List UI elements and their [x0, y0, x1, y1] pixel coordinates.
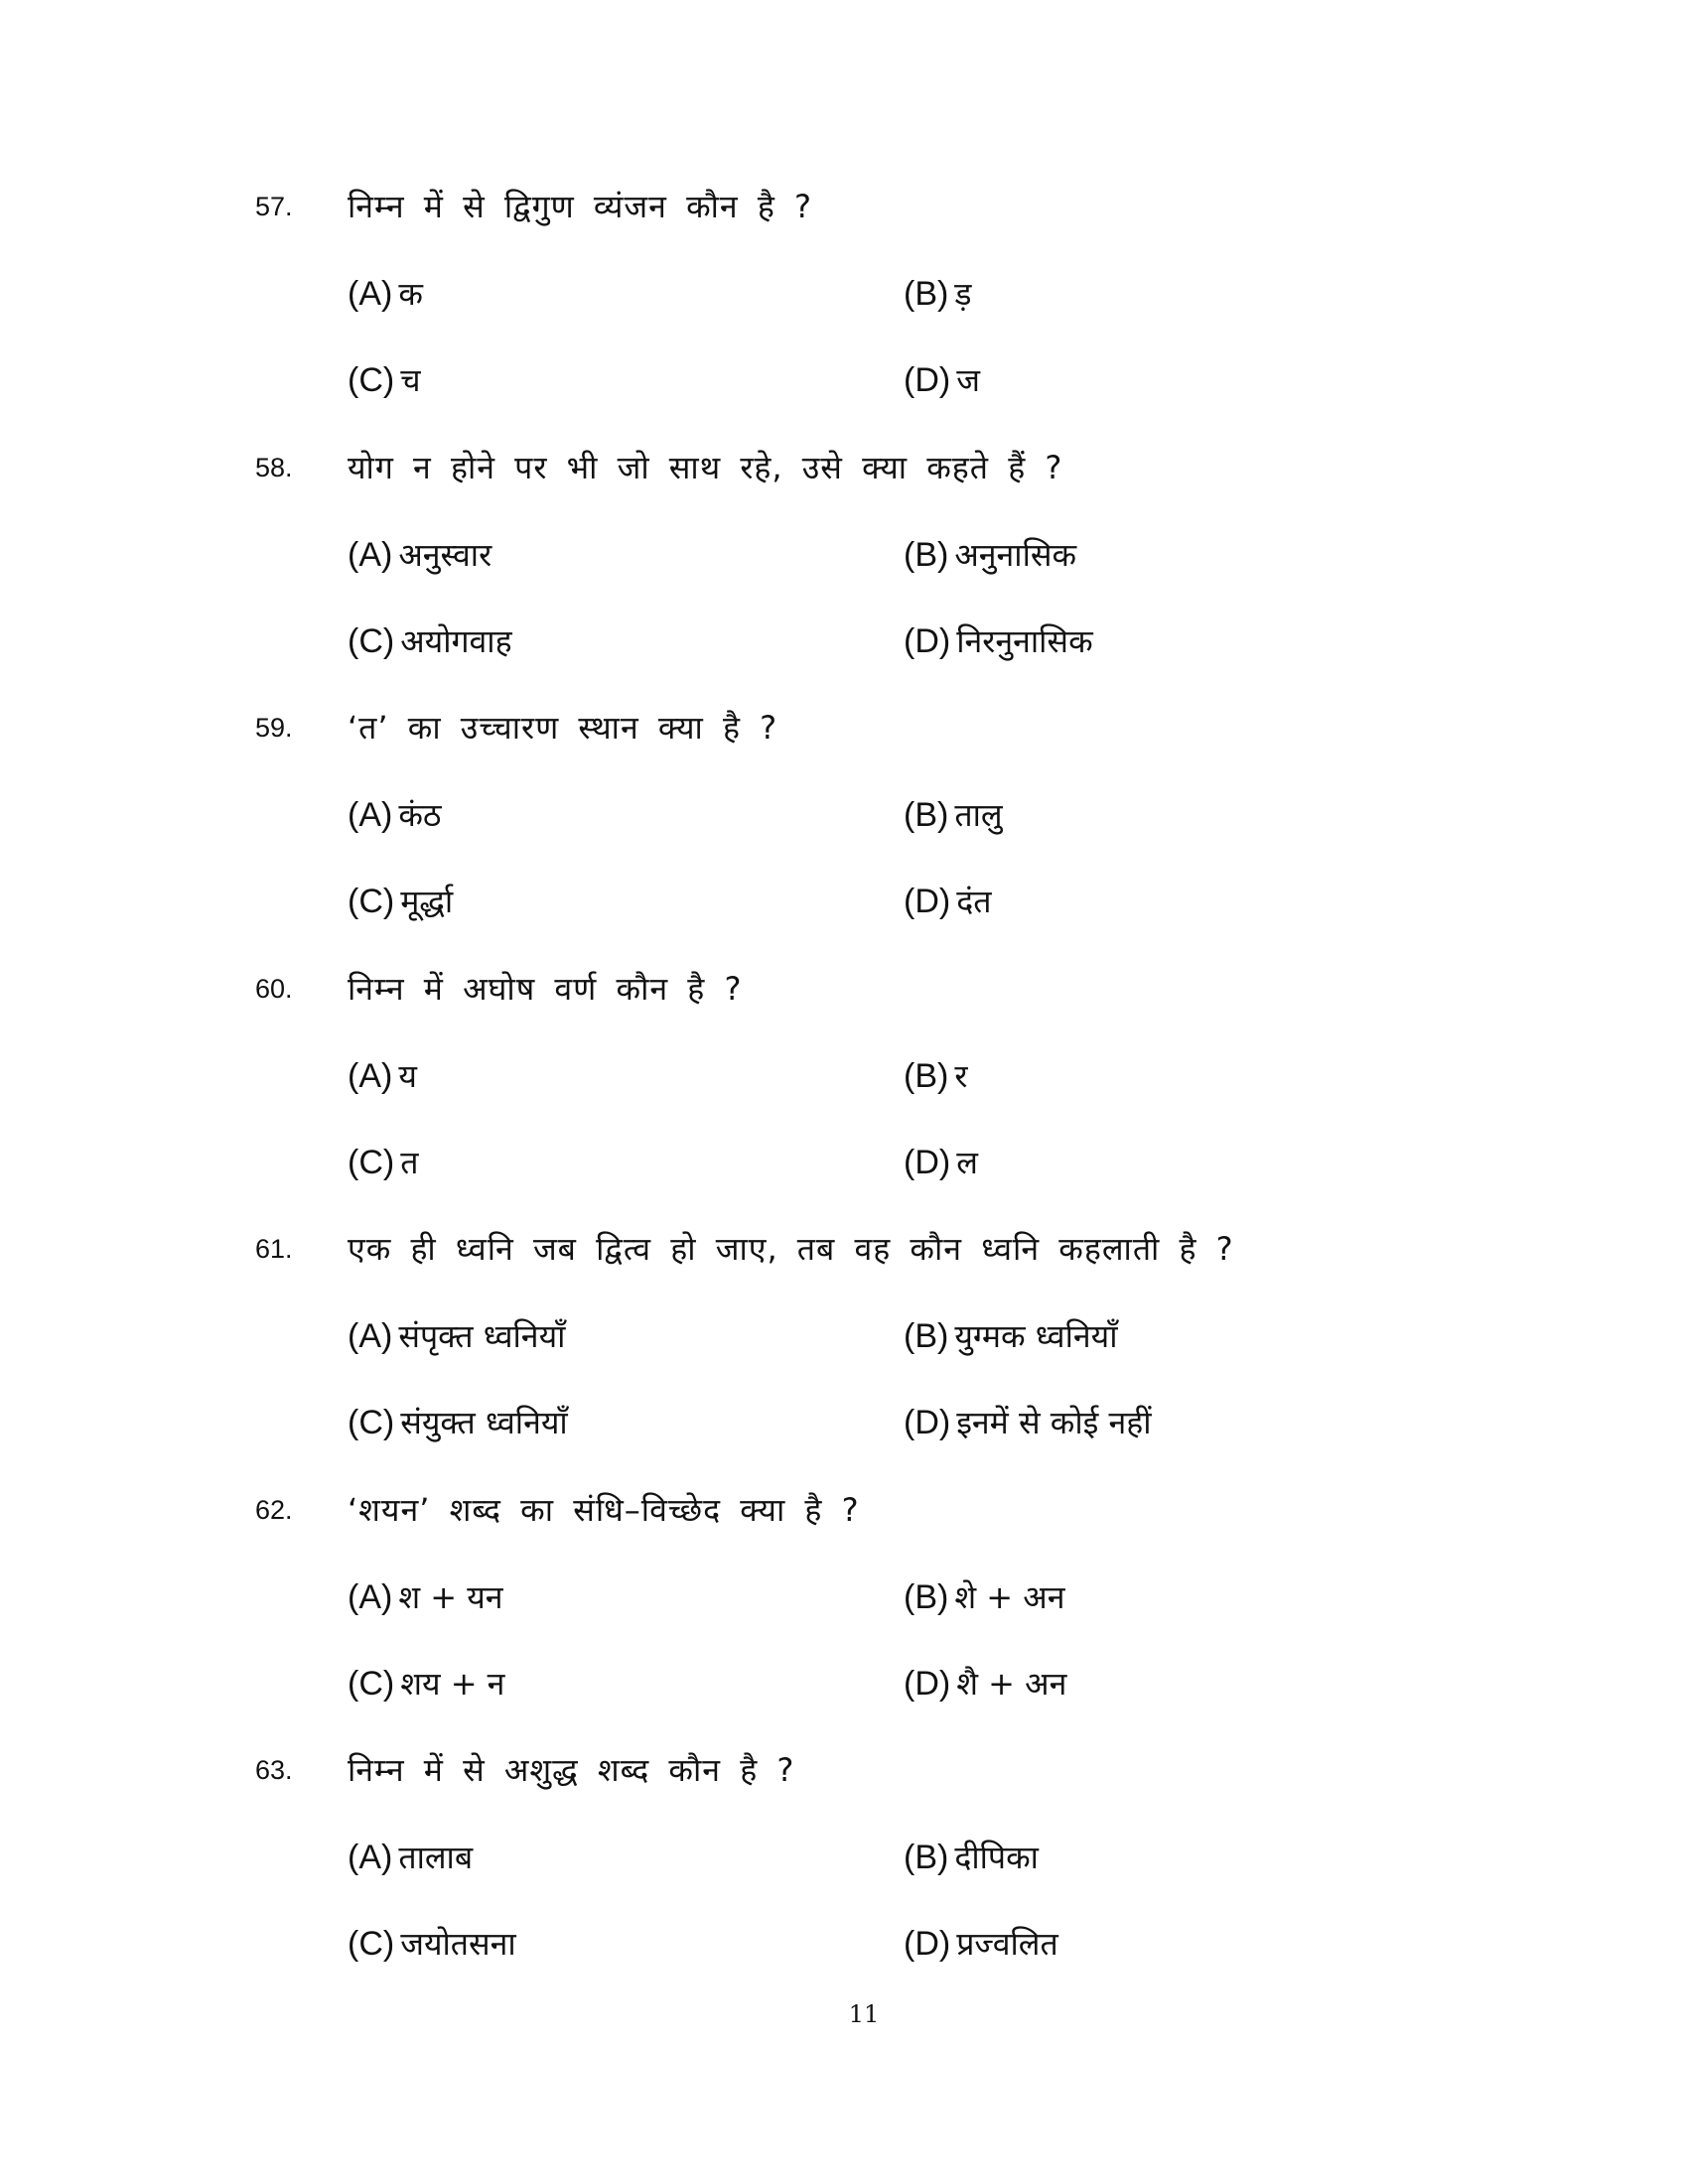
option-text: ल: [956, 1143, 978, 1181]
option-label: (D): [904, 1925, 951, 1963]
option-text: क: [398, 275, 423, 313]
option-label: (A): [348, 1577, 393, 1616]
option-a[interactable]: [348, 785, 442, 845]
option-text: संयुक्त ध्वनियाँ: [400, 1404, 568, 1441]
option-b[interactable]: [904, 1046, 967, 1106]
option-d[interactable]: [904, 350, 980, 410]
option-b[interactable]: [904, 785, 1003, 845]
question-text: निम्न में अघोष वर्ण कौन है ?: [348, 969, 743, 1008]
option-c[interactable]: [348, 350, 421, 410]
option-label: (C): [348, 621, 395, 660]
question-text: एक ही ध्वनि जब द्वित्व हो जाए, तब वह कौन ध्वनि कहलाती है ?: [348, 1230, 1234, 1268]
option-a[interactable]: [348, 1568, 503, 1627]
option-b[interactable]: [904, 1306, 1117, 1366]
question-text: निम्न में से अशुद्ध शब्द कौन है ?: [348, 1751, 795, 1789]
option-text: अयोगवाह: [400, 621, 512, 660]
option-a[interactable]: [348, 1828, 473, 1887]
option-text: प्रज्वलित: [956, 1925, 1058, 1963]
option-label: (A): [348, 1839, 393, 1876]
option-text: युग्मक ध्वनियाँ: [954, 1317, 1118, 1355]
question-text: निम्न में से द्विगुण व्यंजन कौन है ?: [348, 188, 813, 225]
option-c[interactable]: [348, 612, 512, 671]
option-label: (C): [348, 1664, 395, 1703]
option-text: श + यन: [398, 1577, 503, 1616]
option-label: (A): [348, 1317, 393, 1355]
option-label: (C): [348, 1143, 395, 1181]
option-text: य: [398, 1056, 417, 1095]
question-number: 61.: [255, 1234, 293, 1264]
option-text: ज: [956, 361, 980, 399]
page-number: 11: [848, 2000, 880, 2028]
option-text: अनुनासिक: [954, 535, 1077, 574]
option-label: (B): [904, 535, 949, 574]
option-label: (D): [904, 621, 951, 660]
option-a[interactable]: [348, 1046, 417, 1106]
option-text: अनुस्वार: [398, 535, 492, 574]
option-label: (D): [904, 883, 951, 920]
option-label: (B): [904, 796, 949, 834]
option-label: (C): [348, 1404, 395, 1441]
question-number: 63.: [255, 1755, 293, 1785]
option-d[interactable]: [904, 1133, 978, 1192]
option-b[interactable]: [904, 1828, 1039, 1887]
option-c[interactable]: [348, 1393, 568, 1452]
option-text: मूर्द्धा: [400, 883, 454, 920]
option-text: शे + अन: [954, 1577, 1065, 1616]
option-b[interactable]: [904, 525, 1076, 585]
option-b[interactable]: [904, 264, 971, 324]
option-label: (D): [904, 1664, 951, 1703]
option-text: दंत: [956, 883, 992, 920]
option-text: शय + न: [400, 1664, 505, 1703]
option-a[interactable]: [348, 264, 423, 324]
option-text: जयोतसना: [400, 1925, 516, 1963]
option-text: त: [400, 1143, 419, 1181]
option-a[interactable]: [348, 525, 492, 585]
option-label: (B): [904, 275, 949, 313]
option-label: (A): [348, 535, 393, 574]
option-a[interactable]: [348, 1306, 565, 1366]
question-number: 58.: [255, 452, 293, 482]
option-label: (A): [348, 1056, 393, 1095]
option-d[interactable]: [904, 872, 991, 931]
option-label: (C): [348, 1925, 395, 1963]
question-text: योग न होने पर भी जो साथ रहे, उसे क्या कहते हैं ?: [348, 448, 1063, 486]
option-d[interactable]: [904, 1654, 1066, 1713]
option-text: शै + अन: [956, 1664, 1067, 1703]
question-number: 60.: [255, 973, 293, 1004]
option-label: (D): [904, 361, 951, 399]
option-c[interactable]: [348, 1133, 418, 1192]
option-d[interactable]: [904, 612, 1093, 671]
option-label: (C): [348, 883, 395, 920]
question-number: 59.: [255, 713, 293, 743]
option-text: निरनुनासिक: [956, 621, 1093, 660]
option-text: संपृक्त ध्वनियाँ: [398, 1317, 566, 1355]
option-text: च: [400, 361, 421, 399]
question-text: ‘त’ का उच्चारण स्थान क्या है ?: [348, 709, 778, 747]
option-label: (A): [348, 275, 393, 313]
option-c[interactable]: [348, 872, 453, 931]
option-c[interactable]: [348, 1914, 516, 1974]
question-number: 62.: [255, 1494, 293, 1525]
question-number: 57.: [255, 192, 293, 221]
option-label: (D): [904, 1404, 951, 1441]
option-label: (B): [904, 1577, 949, 1616]
option-label: (A): [348, 796, 393, 834]
option-label: (B): [904, 1056, 949, 1095]
option-text: इनमें से कोई नहीं: [956, 1404, 1152, 1441]
option-label: (C): [348, 361, 395, 399]
option-text: ड़: [954, 275, 972, 313]
option-b[interactable]: [904, 1568, 1064, 1627]
option-d[interactable]: [904, 1914, 1058, 1974]
option-label: (B): [904, 1317, 949, 1355]
question-text: ‘शयन’ शब्द का संधि–विच्छेद क्या है ?: [348, 1490, 860, 1529]
option-label: (D): [904, 1143, 951, 1181]
option-c[interactable]: [348, 1654, 504, 1713]
option-text: तालु: [954, 796, 1003, 834]
option-text: दीपिका: [954, 1839, 1039, 1876]
option-label: (B): [904, 1839, 949, 1876]
option-text: कंठ: [398, 796, 442, 834]
option-text: र: [954, 1056, 968, 1095]
option-text: तालाब: [398, 1839, 474, 1876]
option-d[interactable]: [904, 1393, 1152, 1452]
